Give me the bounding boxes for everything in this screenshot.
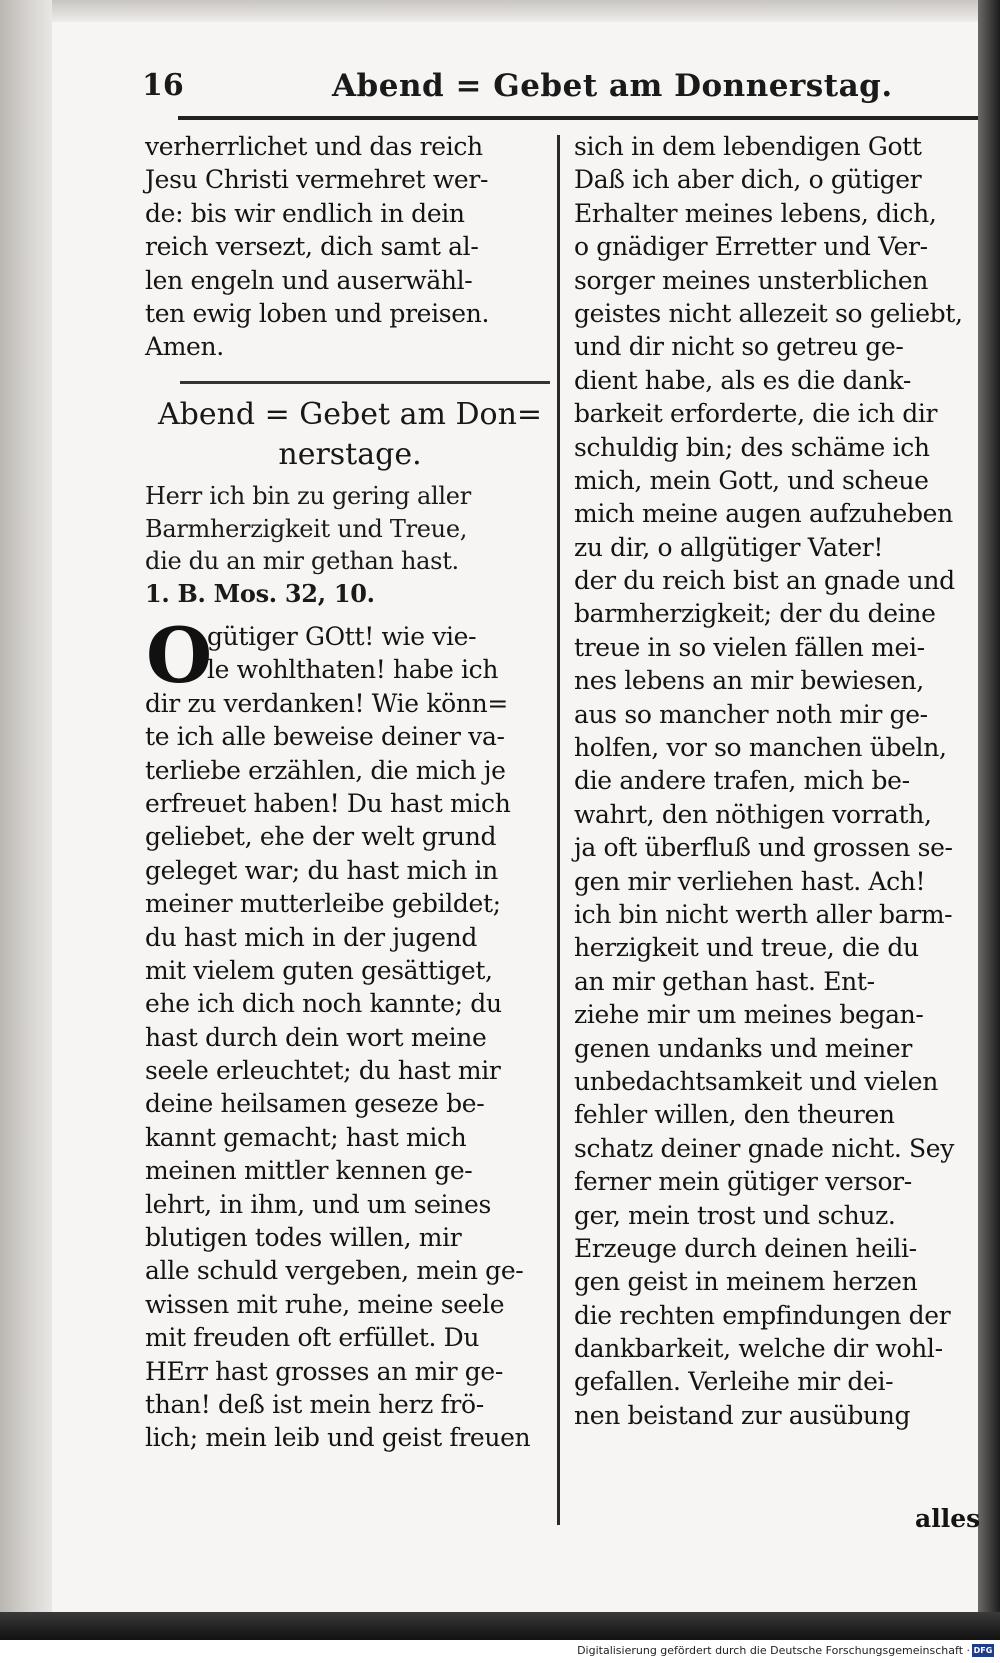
text-line: le wohlthaten! habe ich [207, 655, 499, 685]
text-line: wissen mit ruhe, meine seele [145, 1289, 505, 1319]
drop-cap: O [146, 611, 213, 700]
scripture-reference: 1. B. Mos. 32, 10. [145, 578, 375, 608]
text-line: Erzeuge durch deinen heili- [574, 1233, 917, 1263]
running-header [92, 66, 972, 110]
right-column [574, 130, 980, 1432]
text-line: und dir nicht so getreu ge- [574, 332, 904, 362]
text-line: der du reich bist an gnade und [574, 566, 955, 596]
text-line: ger, mein trost und schuz. [574, 1200, 896, 1230]
section-heading-line: Abend = Gebet am Don= [157, 397, 543, 432]
text-line: seele erleuchtet; du hast mir [145, 1056, 501, 1086]
text-line: deine heilsamen geseze be- [145, 1089, 485, 1119]
page-number: 16 [142, 68, 184, 103]
funding-credit: Digitalisierung gefördert durch die Deutsche Forschungsgemeinschaft · [577, 1644, 970, 1657]
text-line: terliebe erzählen, die mich je [145, 755, 506, 785]
section-heading-line: nerstage. [278, 437, 422, 472]
text-line: gen mir verliehen hast. Ach! [574, 866, 926, 896]
text-line: blutigen todes willen, mir [145, 1223, 462, 1253]
text-line: Amen. [145, 332, 224, 362]
text-line: die rechten empfindungen der [574, 1300, 951, 1330]
text-line: treue in so vielen fällen mei- [574, 632, 925, 662]
text-line: sorger meines unsterblichen [574, 265, 929, 295]
text-line: ziehe mir um meines began- [574, 1000, 924, 1030]
text-line: barkeit erforderte, die ich dir [574, 399, 938, 429]
left-shadow [0, 0, 52, 1640]
text-line: ich bin nicht werth aller barm- [574, 899, 953, 929]
bottom-edge [0, 1612, 1000, 1640]
text-line: nes lebens an mir bewiesen, [574, 666, 924, 696]
text-line: verherrlichet und das reich [145, 132, 483, 161]
text-line: mich, mein Gott, und scheue [574, 465, 929, 495]
text-line: ja oft überfluß und grossen se- [574, 833, 953, 863]
text-line: alle schuld vergeben, mein ge- [145, 1256, 524, 1286]
text-line: an mir gethan hast. Ent- [574, 966, 875, 996]
header-rule [178, 116, 978, 120]
text-line: gütiger GOtt! wie vie- [207, 622, 477, 651]
scripture-line: die du an mir gethan hast. [145, 547, 459, 575]
text-line: than! deß ist mein herz frö- [145, 1389, 484, 1419]
text-line: geliebet, ehe der welt grund [145, 822, 497, 852]
scripture-quote [145, 480, 557, 610]
text-line: reich versezt, dich samt al- [145, 232, 479, 262]
text-line: HErr hast grosses an mir ge- [145, 1356, 503, 1386]
text-line: gefallen. Verleihe mir dei- [574, 1367, 894, 1397]
text-line: die andere trafen, mich be- [574, 766, 910, 796]
text-line: fehler willen, den theuren [574, 1100, 895, 1130]
section-heading [145, 395, 555, 475]
scripture-line: Herr ich bin zu gering aller [145, 482, 471, 510]
text-line: len engeln und auserwähl- [145, 265, 473, 295]
text-line: unbedachtsamkeit und vielen [574, 1066, 938, 1096]
text-line: Daß ich aber dich, o gütiger [574, 165, 922, 195]
text-line: kannt gemacht; hast mich [145, 1122, 467, 1152]
scripture-line: Barmherzigkeit und Treue, [145, 514, 468, 543]
text-line: Jesu Christi vermehret wer- [145, 165, 489, 195]
right-edge [978, 0, 1000, 1615]
text-line: ferner mein gütiger versor- [574, 1167, 912, 1197]
text-line: wahrt, den nöthigen vorrath, [574, 799, 932, 829]
text-line: ten ewig loben und preisen. [145, 298, 490, 328]
text-line: te ich alle beweise deiner va- [145, 722, 505, 752]
text-line: aus so mancher noth mir ge- [574, 699, 928, 729]
column-divider [557, 135, 560, 1525]
text-line: geleget war; du hast mich in [145, 855, 498, 885]
text-line: ehe ich dich noch kannte; du [145, 989, 502, 1019]
text-line: mit vielem guten gesättiget, [145, 955, 493, 985]
text-line: du hast mich in der jugend [145, 922, 478, 952]
text-line: erfreuet haben! Du hast mich [145, 788, 511, 818]
text-line: meiner mutterleibe gebildet; [145, 889, 501, 919]
dfg-logo: DFG [973, 1646, 993, 1655]
left-column-body [145, 611, 549, 1455]
text-line: barmherzigkeit; der du deine [574, 599, 936, 629]
text-line: lehrt, in ihm, und um seines [145, 1189, 491, 1219]
text-line: meinen mittler kennen ge- [145, 1156, 473, 1186]
text-line: gen geist in meinem herzen [574, 1267, 918, 1297]
text-line: schatz deiner gnade nicht. Sey [574, 1133, 955, 1163]
text-line: hast durch dein wort meine [145, 1022, 487, 1052]
left-column-top [145, 130, 549, 364]
text-line: holfen, vor so manchen übeln, [574, 733, 947, 763]
top-shadow [0, 0, 1000, 22]
text-line: mit freuden oft erfüllet. Du [145, 1323, 480, 1353]
text-line: genen undanks und meiner [574, 1033, 912, 1063]
section-rule [180, 381, 550, 384]
text-line: herzigkeit und treue, die du [574, 933, 919, 963]
text-line: geistes nicht allezeit so geliebt, [574, 298, 963, 328]
text-line: dankbarkeit, welche dir wohl- [574, 1334, 943, 1364]
text-line: zu dir, o allgütiger Vater! [574, 532, 884, 562]
text-line: lich; mein leib und geist freuen [145, 1423, 531, 1453]
text-line: dir zu verdanken! Wie könn= [145, 688, 508, 718]
text-line: nen beistand zur ausübung [574, 1400, 911, 1430]
text-line: de: bis wir endlich in dein [145, 198, 465, 228]
text-line: o gnädiger Erretter und Ver- [574, 232, 928, 262]
catchword: alles [915, 1504, 981, 1533]
running-title: Abend = Gebet am Donnerstag. [332, 68, 893, 104]
text-line: mich meine augen aufzuheben [574, 499, 953, 529]
text-line: dient habe, als es die dank- [574, 365, 911, 395]
text-line: Erhalter meines lebens, dich, [574, 198, 937, 228]
text-line: schuldig bin; des schäme ich [574, 432, 930, 462]
text-line: sich in dem lebendigen Gott [574, 132, 922, 161]
